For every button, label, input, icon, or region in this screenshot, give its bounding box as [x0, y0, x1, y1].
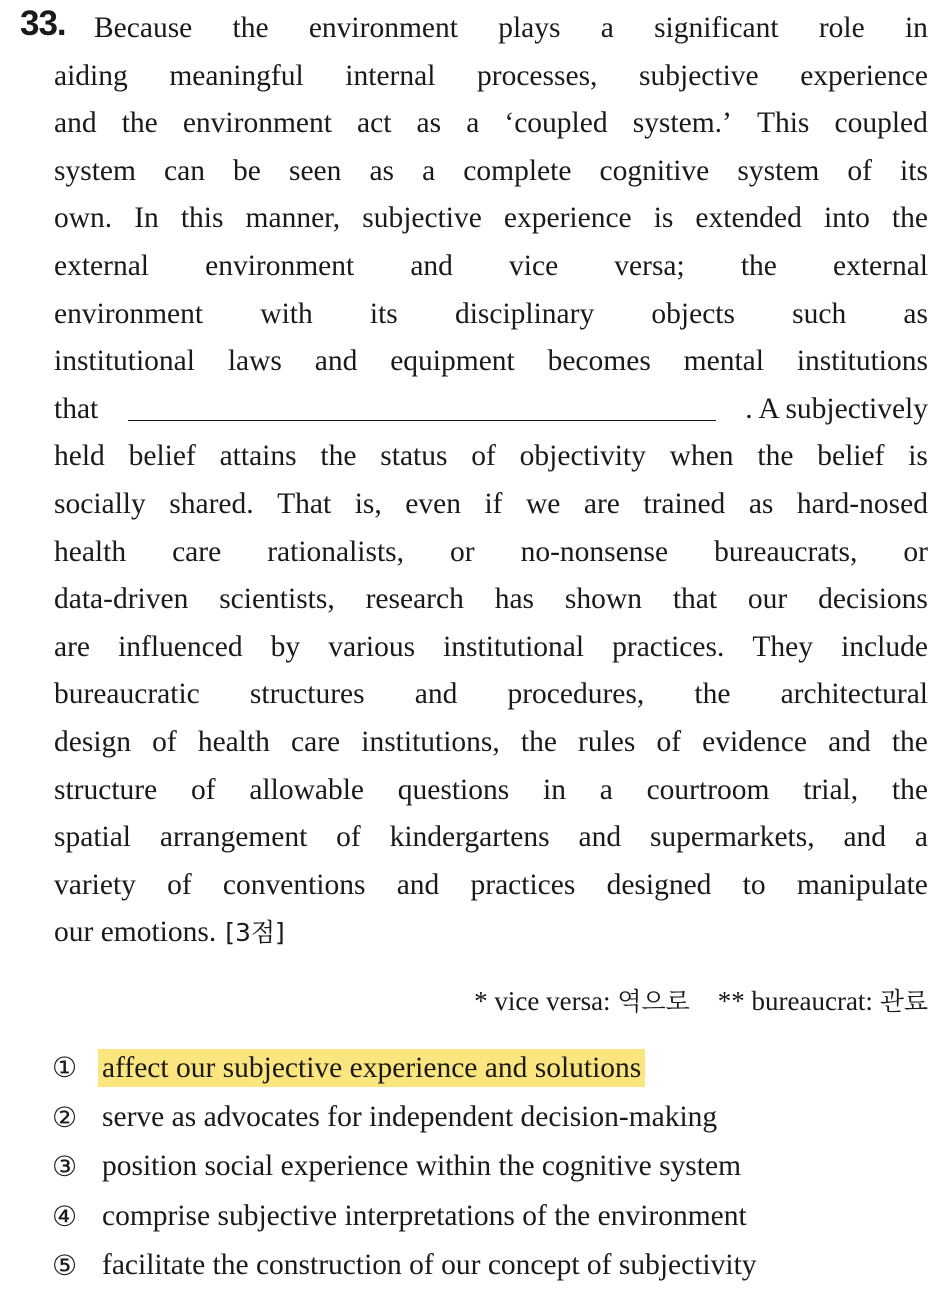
glossary-term: vice versa: — [494, 986, 611, 1016]
glossary-meaning: 관료 — [879, 987, 928, 1016]
option-number: ② — [52, 1100, 78, 1134]
option-text: comprise subjective interpretations of the environment — [102, 1199, 747, 1232]
passage-line: design of health care institutions, the rules of evidence and the — [54, 725, 928, 758]
passage-line: own. In this manner, subjective experience is extended into the — [54, 202, 928, 235]
passage-line: data-driven scientists, research has shown that our decisions — [54, 583, 928, 616]
option-3[interactable] — [52, 1142, 932, 1192]
passage-line: socially shared. That is, even if we are trained as hard-nosed — [54, 487, 928, 520]
glossary-mark: ** — [717, 986, 745, 1016]
glossary-term: bureaucrat: — [751, 986, 873, 1016]
glossary-item — [474, 986, 690, 1016]
glossary — [474, 982, 928, 1018]
passage-line: and the environment act as a ‘coupled system.’ This coupled — [54, 107, 928, 140]
passage-line: aiding meaningful internal processes, subjective experience — [54, 59, 928, 92]
option-number: ⑤ — [52, 1249, 78, 1282]
option-5[interactable] — [52, 1241, 932, 1291]
glossary-meaning: 역으로 — [617, 987, 690, 1016]
passage-line: environment with its disciplinary objects such as — [54, 297, 928, 330]
option-text-highlighted: affect our subjective experience and solutions — [98, 1049, 645, 1087]
passage-line: structure of allowable questions in a courtroom trial, the — [54, 773, 928, 806]
glossary-mark: * — [474, 986, 488, 1016]
passage-line: health care rationalists, or no-nonsense bureaucrats, or — [54, 535, 928, 568]
option-number: ③ — [52, 1150, 78, 1183]
passage-line: spatial arrangement of kindergartens and supermarkets, and a — [54, 821, 928, 854]
passage-line: institutional laws and equipment becomes mental institutions — [54, 345, 928, 378]
score-badge: [3점] — [225, 918, 285, 948]
option-text: facilitate the construction of our concept of subjectivity — [102, 1249, 757, 1281]
passage-line: Because the environment plays a significant role in — [94, 12, 928, 44]
option-number: ① — [52, 1051, 78, 1084]
blank-after-text: . A subjectively — [745, 392, 928, 425]
answer-blank — [128, 386, 716, 421]
option-2[interactable] — [52, 1093, 932, 1143]
passage-line: bureaucratic structures and procedures, the architectural — [54, 678, 928, 711]
question-number: 33. — [20, 4, 66, 43]
passage-line: are influenced by various institutional practices. They include — [54, 630, 928, 663]
blank-line — [54, 386, 928, 434]
passage-line: variety of conventions and practices designed to manipulate — [54, 868, 928, 901]
answer-options — [52, 1043, 932, 1291]
passage-line: our emotions. — [54, 916, 217, 949]
passage-line: system can be seen as a complete cognitive system of its — [54, 154, 928, 187]
option-number: ④ — [52, 1199, 78, 1233]
passage-last-line — [54, 909, 928, 957]
passage-line: external environment and vice versa; the external — [54, 249, 928, 282]
option-1[interactable] — [52, 1043, 932, 1093]
blank-before-text: that — [54, 392, 99, 425]
glossary-item — [718, 986, 928, 1016]
passage-line: held belief attains the status of objectivity when the belief is — [54, 440, 928, 473]
option-4[interactable] — [52, 1192, 932, 1242]
option-text: position social experience within the cognitive system — [102, 1150, 742, 1182]
option-text: serve as advocates for independent decision-making — [102, 1100, 718, 1133]
passage — [54, 5, 928, 957]
